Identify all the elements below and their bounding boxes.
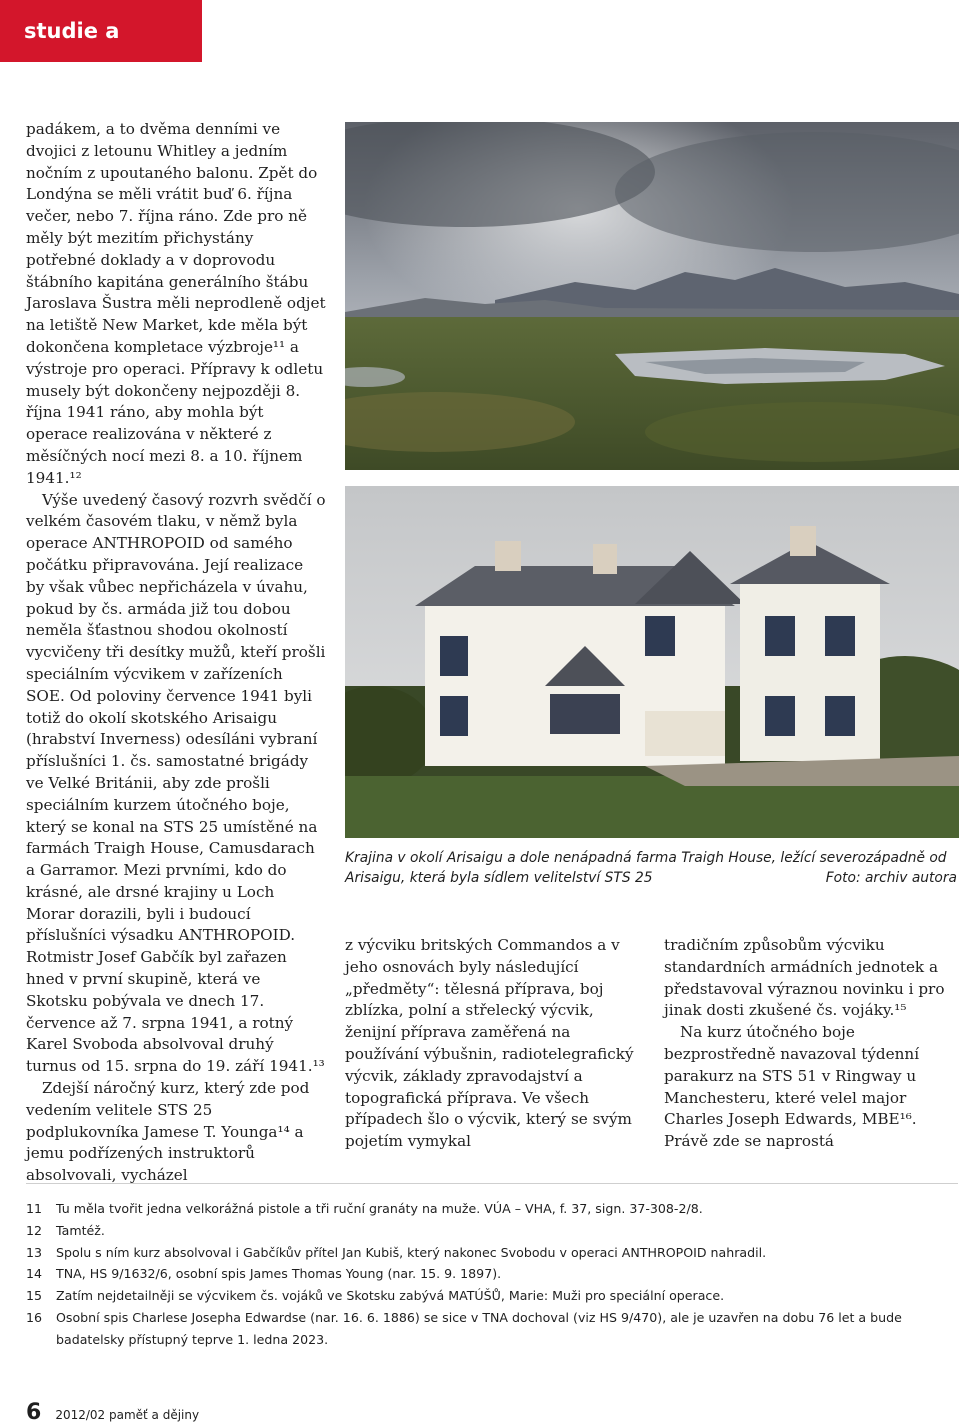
footnote-number: 11 bbox=[26, 1201, 43, 1216]
footnote-divider bbox=[26, 1183, 958, 1184]
footnote bbox=[26, 1263, 958, 1285]
page-number: 6 bbox=[26, 1400, 42, 1425]
footnote-text: Spolu s ním kurz absolvoval i Gabčíkův přítel Jan Kubiš, který nakonec Svobodu v operaci ANTHROPOID nahradil. bbox=[56, 1244, 767, 1260]
paragraph: Na kurz útočného boje bezprostředně navazoval týdenní parakurz na STS 51 v Ringway u Manchesteru, které velel major Charles Joseph Edwards, MBE¹⁶. Právě zde se naprostá bbox=[664, 1023, 920, 1151]
footnote-text: Zatím nejdetailněji se výcvikem čs. vojáků ve Skotsku zabývá MATÚŠŮ, Marie: Muži pro speciální operace. bbox=[56, 1288, 725, 1304]
footnote-text: Tamtéž. bbox=[56, 1222, 105, 1238]
footnote-number: 16 bbox=[26, 1309, 43, 1325]
footnote bbox=[26, 1198, 958, 1220]
footnote bbox=[26, 1285, 958, 1307]
page-footer bbox=[26, 1400, 199, 1427]
article-column-right bbox=[664, 935, 960, 1153]
article-column-left bbox=[26, 119, 326, 1187]
paragraph: Zdejší náročný kurz, který zde pod vedením velitele STS 25 podplukovníka Jamese T. Younga¹⁴ a jemu podřízených instruktorů absolvovali, vycházel bbox=[26, 1079, 310, 1185]
footnote-number: 13 bbox=[26, 1244, 43, 1260]
footnote-number: 15 bbox=[26, 1288, 43, 1304]
footnote-number: 14 bbox=[26, 1266, 43, 1282]
footnote-text: Osobní spis Charlese Josepha Edwardse (nar. 16. 6. 1886) se sice v TNA dochoval (viz HS 9/470), ale je uzavřen na dobu 76 let a bude badatelsky přístupný teprve 1. ledna 2023. bbox=[56, 1309, 902, 1347]
footnote bbox=[26, 1242, 958, 1264]
house-photo bbox=[345, 486, 959, 838]
footnote-text: TNA, HS 9/1632/6, osobní spis James Thomas Young (nar. 15. 9. 1897). bbox=[56, 1266, 502, 1282]
paragraph: Výše uvedený časový rozvrh svědčí o velkém časovém tlaku, v němž byla operace ANTHROPOID od samého počátku připravována. Její realizace by však vůbec nepřicházela v úvahu, pokud by čs. armáda již tou dobou neměla šťastnou shodou okolností vycvičeny tři desítky mužů, kteří prošli speciálním výcvikem v zařízeních SOE. Od poloviny července 1941 byli totiž do okolí skotského Arisaigu (hrabství Inverness) odesíláni vybraní příslušníci 1. čs. samostatné brigády ve Velké Británii, aby zde prošli speciálním kurzem útočného boje, který se konal na STS 25 umístěné na farmách Traigh House, Camusdarach a Garramor. Mezi prvními, kdo do krásné, ale drsné krajiny u Loch Morar dorazili, byli i budoucí příslušníci výsadku ANTHROPOID. Rotmistr Josef Gabčík byl zařazen hned v první skupině, která ve Skotsku pobývala ve dnech 17. července až 7. srpna 1941, a rotný Karel Svoboda absolvoval druhý turnus od 15. srpna do 19. září 1941.¹³ bbox=[26, 490, 326, 1076]
paragraph: tradičním způsobům výcviku standardních armádních jednotek a představoval výraznou novinku i pro jinak dosti zkušené čs. vojáky.¹⁵ bbox=[664, 936, 945, 1020]
photo-caption bbox=[345, 848, 957, 888]
photo-credit: Foto: archiv autora bbox=[825, 870, 957, 886]
section-tag: studie a články bbox=[0, 0, 202, 62]
footnote-number: 12 bbox=[26, 1222, 43, 1238]
article-column-middle bbox=[345, 935, 643, 1153]
footnote-text: Tu měla tvořit jedna velkorážná pistole a tři ruční granáty na muže. VÚA – VHA, f. 37, sign. 37-308-2/8. bbox=[56, 1201, 703, 1216]
footnotes bbox=[26, 1198, 958, 1351]
magazine-issue: 2012/02 paměť a dějiny bbox=[55, 1408, 200, 1422]
footnote bbox=[26, 1220, 958, 1242]
caption-text: Krajina v okolí Arisaigu a dole nenápadná farma Traigh House, ležící severozápadně od Arisaigu, která byla sídlem velitelství STS 25 bbox=[345, 850, 947, 886]
footnote bbox=[26, 1307, 958, 1351]
paragraph: padákem, a to dvěma denními ve dvojici z letounu Whitley a jedním nočním z upoutaného balonu. Zpět do Londýna se měli vrátit buď 6. října večer, nebo 7. října ráno. Zde pro ně měly být mezitím přichystány potřebné doklady a v doprovodu štábního kapitána generálního štábu Jaroslava Šustra měli neprodleně odjet na letiště New Market, kde měla být dokončena kompletace výzbroje¹¹ a výstroje pro operaci. Přípravy k odletu musely být dokončeny nejpozději 8. října 1941 ráno, aby mohla být operace realizována v některé z měsíčných nocí mezi 8. a 10. říjnem 1941.¹² bbox=[26, 120, 326, 487]
paragraph: z výcviku britských Commandos a v jeho osnovách byly následující „předměty“: tělesná příprava, boj zblízka, polní a střelecký výcvik, ženijní příprava zaměřená na používání výbušnin, radiotelegrafický výcvik, základy zpravodajství a topografická příprava. Ve všech případech šlo o výcvik, který se svým pojetím vymykal bbox=[345, 936, 634, 1151]
landscape-photo bbox=[345, 122, 959, 470]
